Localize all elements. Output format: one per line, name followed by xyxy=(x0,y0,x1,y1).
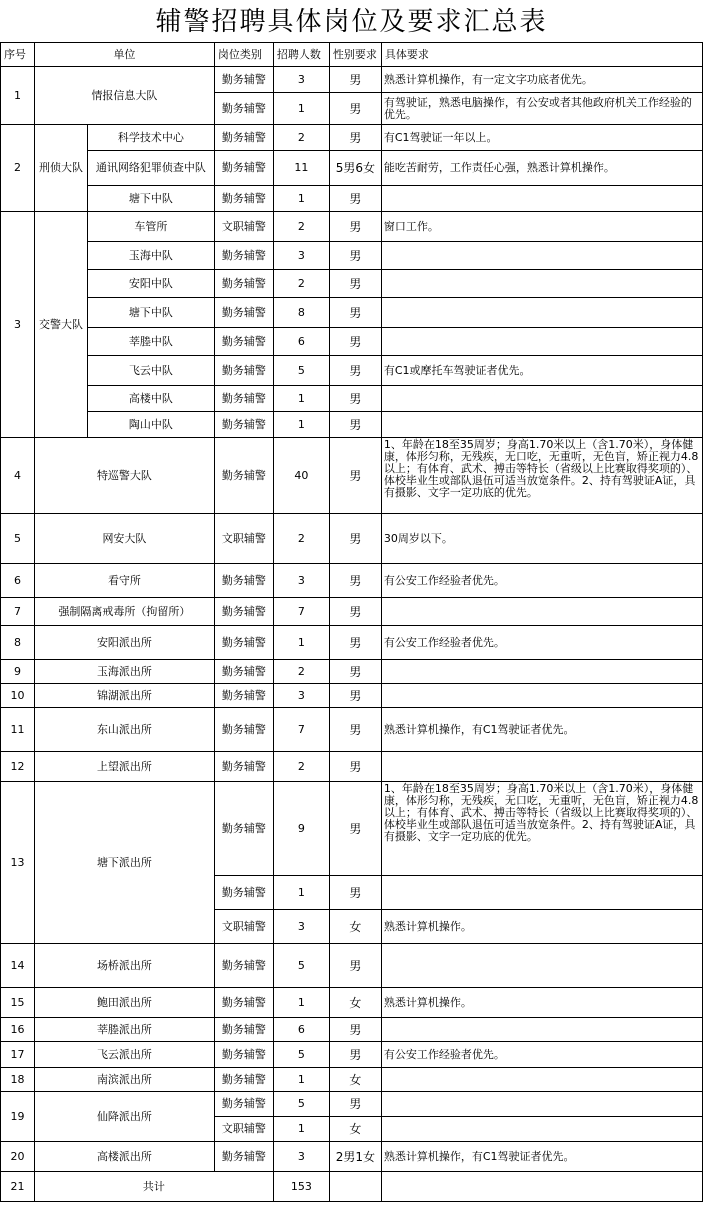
hire-count: 2 xyxy=(273,125,329,151)
gender-requirement: 男 xyxy=(329,782,381,876)
unit-name: 东山派出所 xyxy=(34,708,214,752)
job-category: 勤务辅警 xyxy=(214,270,273,298)
table-row xyxy=(1,684,703,708)
job-category: 勤务辅警 xyxy=(214,1142,273,1172)
job-category: 勤务辅警 xyxy=(214,944,273,988)
hire-count: 2 xyxy=(273,660,329,684)
table-row xyxy=(1,1092,703,1117)
unit-name: 上望派出所 xyxy=(34,752,214,782)
job-category: 文职辅警 xyxy=(214,910,273,944)
hire-count: 7 xyxy=(273,708,329,752)
job-category: 勤务辅警 xyxy=(214,782,273,876)
requirement-text: 有驾驶证，熟悉电脑操作，有公安或者其他政府机关工作经验的优先。 xyxy=(381,93,702,125)
gender-requirement: 女 xyxy=(329,988,381,1018)
unit-name: 刑侦大队 xyxy=(34,125,87,212)
row-seq: 5 xyxy=(1,514,35,564)
unit-name: 塘下派出所 xyxy=(34,782,214,944)
table-row xyxy=(1,212,703,242)
table-row xyxy=(1,1142,703,1172)
table-row xyxy=(1,944,703,988)
row-seq: 18 xyxy=(1,1068,35,1092)
unit-name: 交警大队 xyxy=(34,212,87,438)
requirement-text: 熟悉计算机操作。 xyxy=(381,988,702,1018)
job-category: 勤务辅警 xyxy=(214,564,273,598)
gender-requirement: 男 xyxy=(329,67,381,93)
subunit-name: 飞云中队 xyxy=(87,356,214,386)
requirement-text: 有C1驾驶证一年以上。 xyxy=(381,125,702,151)
table-row xyxy=(1,270,703,298)
recruitment-table xyxy=(0,42,703,1202)
header-row xyxy=(1,43,703,67)
hire-count: 1 xyxy=(273,876,329,910)
hire-count: 6 xyxy=(273,1018,329,1042)
unit-name: 场桥派出所 xyxy=(34,944,214,988)
total-req-empty xyxy=(381,1172,702,1202)
requirement-text xyxy=(381,328,702,356)
row-seq: 17 xyxy=(1,1042,35,1068)
row-seq: 8 xyxy=(1,626,35,660)
job-category: 勤务辅警 xyxy=(214,684,273,708)
unit-name: 飞云派出所 xyxy=(34,1042,214,1068)
unit-name: 情报信息大队 xyxy=(34,67,214,125)
requirement-text xyxy=(381,412,702,438)
hire-count: 5 xyxy=(273,356,329,386)
table-row xyxy=(1,298,703,328)
header-seq: 序号 xyxy=(1,43,35,67)
job-category: 文职辅警 xyxy=(214,1117,273,1142)
requirement-text xyxy=(381,944,702,988)
gender-requirement: 男 xyxy=(329,564,381,598)
requirement-text: 熟悉计算机操作。 xyxy=(381,910,702,944)
requirement-text: 有公安工作经验者优先。 xyxy=(381,1042,702,1068)
row-seq: 16 xyxy=(1,1018,35,1042)
requirement-text: 熟悉计算机操作，有C1驾驶证者优先。 xyxy=(381,708,702,752)
job-category: 勤务辅警 xyxy=(214,626,273,660)
table-row xyxy=(1,626,703,660)
requirement-text: 熟悉计算机操作，有C1驾驶证者优先。 xyxy=(381,1142,702,1172)
requirement-text xyxy=(381,1068,702,1092)
hire-count: 6 xyxy=(273,328,329,356)
table-row xyxy=(1,782,703,876)
hire-count: 2 xyxy=(273,752,329,782)
unit-name: 仙降派出所 xyxy=(34,1092,214,1142)
header-requirements: 具体要求 xyxy=(381,43,702,67)
row-seq: 20 xyxy=(1,1142,35,1172)
job-category: 勤务辅警 xyxy=(214,151,273,186)
requirement-text xyxy=(381,1117,702,1142)
hire-count: 1 xyxy=(273,412,329,438)
requirement-text: 有公安工作经验者优先。 xyxy=(381,564,702,598)
row-seq: 11 xyxy=(1,708,35,752)
row-seq: 6 xyxy=(1,564,35,598)
gender-requirement: 男 xyxy=(329,412,381,438)
hire-count: 7 xyxy=(273,598,329,626)
unit-name: 锦湖派出所 xyxy=(34,684,214,708)
unit-name: 安阳派出所 xyxy=(34,626,214,660)
hire-count: 11 xyxy=(273,151,329,186)
requirement-text xyxy=(381,270,702,298)
hire-count: 1 xyxy=(273,93,329,125)
table-row xyxy=(1,1068,703,1092)
gender-requirement: 5男6女 xyxy=(329,151,381,186)
table-row xyxy=(1,988,703,1018)
job-category: 勤务辅警 xyxy=(214,1042,273,1068)
job-category: 勤务辅警 xyxy=(214,125,273,151)
gender-requirement: 男 xyxy=(329,876,381,910)
table-row xyxy=(1,708,703,752)
gender-requirement: 男 xyxy=(329,356,381,386)
table-row xyxy=(1,125,703,151)
table-row xyxy=(1,752,703,782)
table-row xyxy=(1,186,703,212)
hire-count: 1 xyxy=(273,626,329,660)
gender-requirement: 男 xyxy=(329,1092,381,1117)
unit-name: 南滨派出所 xyxy=(34,1068,214,1092)
requirement-text xyxy=(381,598,702,626)
requirement-text xyxy=(381,1092,702,1117)
gender-requirement: 女 xyxy=(329,910,381,944)
gender-requirement: 女 xyxy=(329,1117,381,1142)
table-row xyxy=(1,438,703,514)
gender-requirement: 男 xyxy=(329,944,381,988)
gender-requirement: 男 xyxy=(329,1042,381,1068)
gender-requirement: 2男1女 xyxy=(329,1142,381,1172)
row-seq: 12 xyxy=(1,752,35,782)
requirement-text xyxy=(381,242,702,270)
row-seq: 4 xyxy=(1,438,35,514)
requirement-text xyxy=(381,298,702,328)
row-seq: 13 xyxy=(1,782,35,944)
requirement-text: 有公安工作经验者优先。 xyxy=(381,626,702,660)
requirement-text xyxy=(381,752,702,782)
table-row xyxy=(1,328,703,356)
gender-requirement: 女 xyxy=(329,1068,381,1092)
header-category: 岗位类别 xyxy=(214,43,273,67)
table-row xyxy=(1,242,703,270)
gender-requirement: 男 xyxy=(329,125,381,151)
requirement-text: 窗口工作。 xyxy=(381,212,702,242)
job-category: 勤务辅警 xyxy=(214,752,273,782)
job-category: 勤务辅警 xyxy=(214,186,273,212)
requirement-text xyxy=(381,660,702,684)
hire-count: 2 xyxy=(273,212,329,242)
subunit-name: 高楼中队 xyxy=(87,386,214,412)
requirement-text xyxy=(381,1018,702,1042)
requirement-text xyxy=(381,876,702,910)
requirement-text: 1、年龄在18至35周岁；身高1.70米以上（含1.70米），身体健康，体形匀称，无残疾，无口吃，无重听，无色盲，矫正视力4.8以上；有体育、武术、搏击等特长（省级以上比赛取得奖项的）、体校毕业生或部队退伍可适当放宽条件。2、持有驾驶证A证，具有摄影、文字一定功底的优先。 xyxy=(381,438,702,514)
total-gender-empty xyxy=(329,1172,381,1202)
table-row xyxy=(1,1018,703,1042)
unit-name: 强制隔离戒毒所（拘留所） xyxy=(34,598,214,626)
hire-count: 1 xyxy=(273,386,329,412)
hire-count: 3 xyxy=(273,67,329,93)
unit-name: 玉海派出所 xyxy=(34,660,214,684)
job-category: 勤务辅警 xyxy=(214,93,273,125)
gender-requirement: 男 xyxy=(329,186,381,212)
hire-count: 1 xyxy=(273,186,329,212)
requirement-text xyxy=(381,186,702,212)
gender-requirement: 男 xyxy=(329,298,381,328)
gender-requirement: 男 xyxy=(329,752,381,782)
row-seq: 9 xyxy=(1,660,35,684)
job-category: 勤务辅警 xyxy=(214,298,273,328)
total-seq: 21 xyxy=(1,1172,35,1202)
subunit-name: 安阳中队 xyxy=(87,270,214,298)
requirement-text: 1、年龄在18至35周岁；身高1.70米以上（含1.70米），身体健康，体形匀称，无残疾，无口吃，无重听，无色盲，矫正视力4.8以上；有体育、武术、搏击等特长（省级以上比赛取得奖项的）、体校毕业生或部队退伍可适当放宽条件。2、持有驾驶证A证，具有摄影、文字一定功底的优先。 xyxy=(381,782,702,876)
gender-requirement: 男 xyxy=(329,684,381,708)
table-row xyxy=(1,1042,703,1068)
gender-requirement: 男 xyxy=(329,438,381,514)
hire-count: 3 xyxy=(273,684,329,708)
row-seq: 1 xyxy=(1,67,35,125)
job-category: 勤务辅警 xyxy=(214,412,273,438)
table-row xyxy=(1,151,703,186)
row-seq: 14 xyxy=(1,944,35,988)
job-category: 文职辅警 xyxy=(214,514,273,564)
table-row xyxy=(1,412,703,438)
hire-count: 2 xyxy=(273,514,329,564)
header-unit: 单位 xyxy=(34,43,214,67)
job-category: 勤务辅警 xyxy=(214,988,273,1018)
requirement-text xyxy=(381,386,702,412)
requirement-text: 熟悉计算机操作，有一定文字功底者优先。 xyxy=(381,67,702,93)
subunit-name: 塘下中队 xyxy=(87,186,214,212)
job-category: 勤务辅警 xyxy=(214,1092,273,1117)
hire-count: 8 xyxy=(273,298,329,328)
job-category: 勤务辅警 xyxy=(214,328,273,356)
subunit-name: 陶山中队 xyxy=(87,412,214,438)
unit-name: 网安大队 xyxy=(34,514,214,564)
hire-count: 3 xyxy=(273,242,329,270)
subunit-name: 车管所 xyxy=(87,212,214,242)
gender-requirement: 男 xyxy=(329,93,381,125)
table-row xyxy=(1,598,703,626)
unit-name: 鲍田派出所 xyxy=(34,988,214,1018)
job-category: 勤务辅警 xyxy=(214,598,273,626)
gender-requirement: 男 xyxy=(329,598,381,626)
hire-count: 5 xyxy=(273,944,329,988)
job-category: 勤务辅警 xyxy=(214,438,273,514)
hire-count: 5 xyxy=(273,1042,329,1068)
job-category: 勤务辅警 xyxy=(214,1068,273,1092)
gender-requirement: 男 xyxy=(329,660,381,684)
row-seq: 3 xyxy=(1,212,35,438)
row-seq: 10 xyxy=(1,684,35,708)
row-seq: 19 xyxy=(1,1092,35,1142)
hire-count: 1 xyxy=(273,988,329,1018)
hire-count: 3 xyxy=(273,910,329,944)
row-seq: 7 xyxy=(1,598,35,626)
job-category: 勤务辅警 xyxy=(214,386,273,412)
hire-count: 9 xyxy=(273,782,329,876)
hire-count: 3 xyxy=(273,564,329,598)
page-title: 辅警招聘具体岗位及要求汇总表 xyxy=(155,7,548,37)
gender-requirement: 男 xyxy=(329,270,381,298)
job-category: 勤务辅警 xyxy=(214,876,273,910)
row-seq: 15 xyxy=(1,988,35,1018)
subunit-name: 玉海中队 xyxy=(87,242,214,270)
subunit-name: 科学技术中心 xyxy=(87,125,214,151)
gender-requirement: 男 xyxy=(329,212,381,242)
gender-requirement: 男 xyxy=(329,328,381,356)
table-row xyxy=(1,660,703,684)
subunit-name: 通讯网络犯罪侦查中队 xyxy=(87,151,214,186)
unit-name: 特巡警大队 xyxy=(34,438,214,514)
hire-count: 40 xyxy=(273,438,329,514)
header-gender: 性别要求 xyxy=(329,43,381,67)
job-category: 勤务辅警 xyxy=(214,242,273,270)
requirement-text: 30周岁以下。 xyxy=(381,514,702,564)
gender-requirement: 男 xyxy=(329,386,381,412)
row-seq: 2 xyxy=(1,125,35,212)
requirement-text: 能吃苦耐劳，工作责任心强，熟悉计算机操作。 xyxy=(381,151,702,186)
header-count: 招聘人数 xyxy=(273,43,329,67)
gender-requirement: 男 xyxy=(329,708,381,752)
job-category: 勤务辅警 xyxy=(214,67,273,93)
job-category: 文职辅警 xyxy=(214,212,273,242)
unit-name: 莘塍派出所 xyxy=(34,1018,214,1042)
table-row xyxy=(1,564,703,598)
unit-name: 看守所 xyxy=(34,564,214,598)
job-category: 勤务辅警 xyxy=(214,660,273,684)
hire-count: 1 xyxy=(273,1068,329,1092)
requirement-text xyxy=(381,684,702,708)
total-label: 共计 xyxy=(34,1172,273,1202)
job-category: 勤务辅警 xyxy=(214,1018,273,1042)
job-category: 勤务辅警 xyxy=(214,708,273,752)
unit-name: 高楼派出所 xyxy=(34,1142,214,1172)
gender-requirement: 男 xyxy=(329,626,381,660)
table-row xyxy=(1,514,703,564)
gender-requirement: 男 xyxy=(329,1018,381,1042)
total-row xyxy=(1,1172,703,1202)
total-count: 153 xyxy=(273,1172,329,1202)
table-row xyxy=(1,67,703,93)
gender-requirement: 男 xyxy=(329,242,381,270)
hire-count: 5 xyxy=(273,1092,329,1117)
table-row xyxy=(1,386,703,412)
table-row xyxy=(1,356,703,386)
hire-count: 3 xyxy=(273,1142,329,1172)
hire-count: 2 xyxy=(273,270,329,298)
gender-requirement: 男 xyxy=(329,514,381,564)
requirement-text: 有C1或摩托车驾驶证者优先。 xyxy=(381,356,702,386)
subunit-name: 莘塍中队 xyxy=(87,328,214,356)
hire-count: 1 xyxy=(273,1117,329,1142)
job-category: 勤务辅警 xyxy=(214,356,273,386)
subunit-name: 塘下中队 xyxy=(87,298,214,328)
